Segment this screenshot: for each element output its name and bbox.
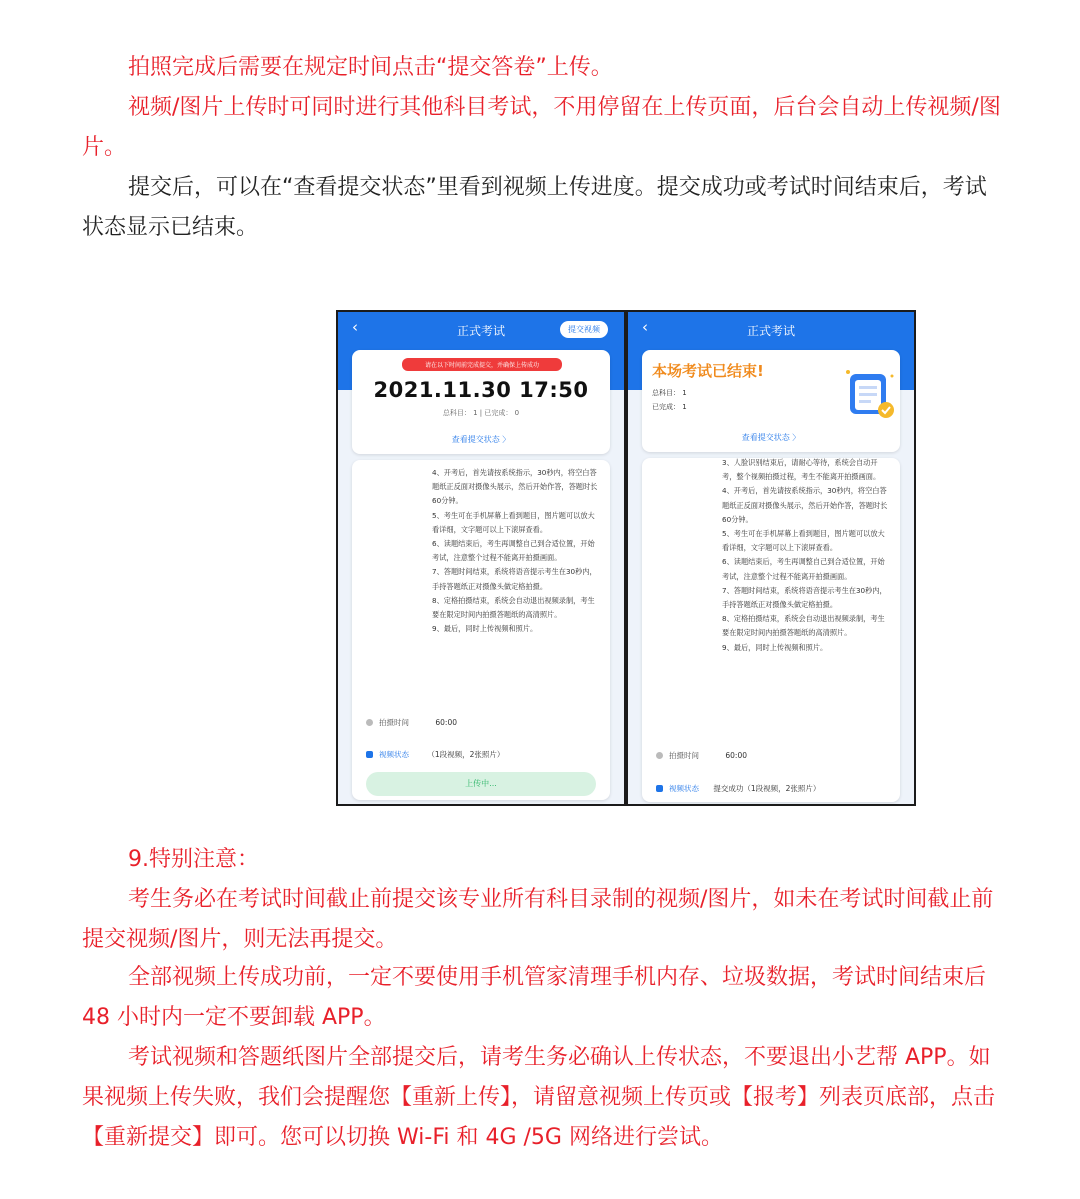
back-icon[interactable]: ‹ [642, 318, 648, 336]
paragraph-submit-instruction: 拍照完成后需要在规定时间点击“提交答卷”上传。 [128, 55, 613, 80]
shoot-time-row: 拍摄时间 60:00 [366, 717, 457, 728]
total-subjects: 总科目： 1 [652, 389, 687, 397]
subject-counts: 总科目： 1 | 已完成： 0 [442, 409, 520, 417]
deadline-warning-badge: 请在以下时间前完成提交，并确保上传成功 [402, 358, 562, 371]
paragraph-view-status: 提交后，可以在“查看提交状态”里看到视频上传进度。提交成功或考试时间结束后，考试状态显示已结束。 [82, 175, 987, 240]
video-icon [656, 785, 663, 792]
deadline-datetime: 2021.11.30 17:50 [373, 378, 589, 402]
clock-icon [366, 719, 373, 726]
exam-ended-title: 本场考试已结束! [652, 362, 764, 380]
video-icon [366, 751, 373, 758]
exam-instructions: 4、开考后，首先请按系统指示，30秒内，将空白答题纸正反面对摄像头展示，然后开始作答，答题时长60分钟。 5、考生可在手机屏幕上看到题目，图片题可以放大看详细，文字题可以上下滚屏查看。 6、读题结束后，考生再调整自己到合适位置，开始考试，注意整个过程不能离开拍摄画面。 7、答题时间结束，系统将语音提示考生在30秒内，手持答题纸正对摄像头做定格拍摄。 8、定格拍摄结束，系统会自动退出视频录制，考生要在限定时间内拍摄答题纸的高清照片。 9、最后，同时上传视频和照片。 [432, 468, 598, 634]
submit-video-button[interactable]: 提交视频 [560, 321, 608, 338]
notice-heading: 9.特别注意： [128, 847, 259, 872]
video-status-row: 视频状态 提交成功（1段视频，2张照片） [656, 783, 820, 794]
paragraph-do-not-clean: 全部视频上传成功前，一定不要使用手机管家清理手机内存、垃圾数据，考试时间结束后 48 小时内一定不要卸载 APP。 [82, 965, 987, 1030]
uploading-progress-button: 上传中... [366, 772, 596, 796]
completed-subjects: 已完成： 1 [652, 403, 687, 411]
paragraph-deadline-warning: 考生务必在考试时间截止前提交该专业所有科目录制的视频/图片，如未在考试时间截止前提交视频/图片，则无法再提交。 [82, 887, 994, 952]
back-icon[interactable]: ‹ [352, 318, 358, 336]
screen-title: 正式考试 [746, 324, 795, 338]
screen-title: 正式考试 [456, 324, 505, 338]
paragraph-confirm-upload: 考试视频和答题纸图片全部提交后，请考生务必确认上传状态，不要退出小艺帮 APP。如果视频上传失败，我们会提醒您【重新上传】，请留意视频上传页或【报考】列表页底部，点击【重新提交】即可。您可以切换 Wi-Fi 和 4G /5G 网络进行尝试。 [82, 1045, 996, 1150]
video-status-row: 视频状态 （1段视频，2张照片） [366, 749, 504, 760]
paragraph-background-upload: 视频/图片上传时可同时进行其他科目考试，不用停留在上传页面，后台会自动上传视频/图片。 [82, 95, 1001, 160]
deadline-card [352, 350, 610, 454]
phone-screenshot-uploading [336, 310, 626, 806]
shoot-time-row: 拍摄时间 60:00 [656, 750, 747, 761]
exam-ended-card [642, 350, 900, 452]
exam-instructions: 3、人脸识别结束后，请耐心等待，系统会自动开考，整个视频拍摄过程，考生不能离开拍摄画面。 4、开考后，首先请按系统指示，30秒内，将空白答题纸正反面对摄像头展示，然后开始作答，答题时长60分钟。 5、考生可在手机屏幕上看到题目，图片题可以放大看详细，文字题可以上下滚屏查看。 6、读题结束后，考生再调整自己到合适位置，开始考试，注意整个过程不能离开拍摄画面。 7、答题时间结束，系统将语音提示考生在30秒内，手持答题纸正对摄像头做定格拍摄。 8、定格拍摄结束，系统会自动退出视频录制，考生要在限定时间内拍摄答题纸的高清照片。 9、最后，同时上传视频和照片。 [722, 458, 888, 652]
clock-icon [656, 752, 663, 759]
phone-screenshot-ended [626, 310, 916, 806]
view-submit-status-link[interactable]: 查看提交状态 〉 [741, 433, 801, 442]
clipboard-check-icon [842, 366, 882, 406]
view-submit-status-link[interactable]: 查看提交状态 〉 [451, 435, 511, 444]
